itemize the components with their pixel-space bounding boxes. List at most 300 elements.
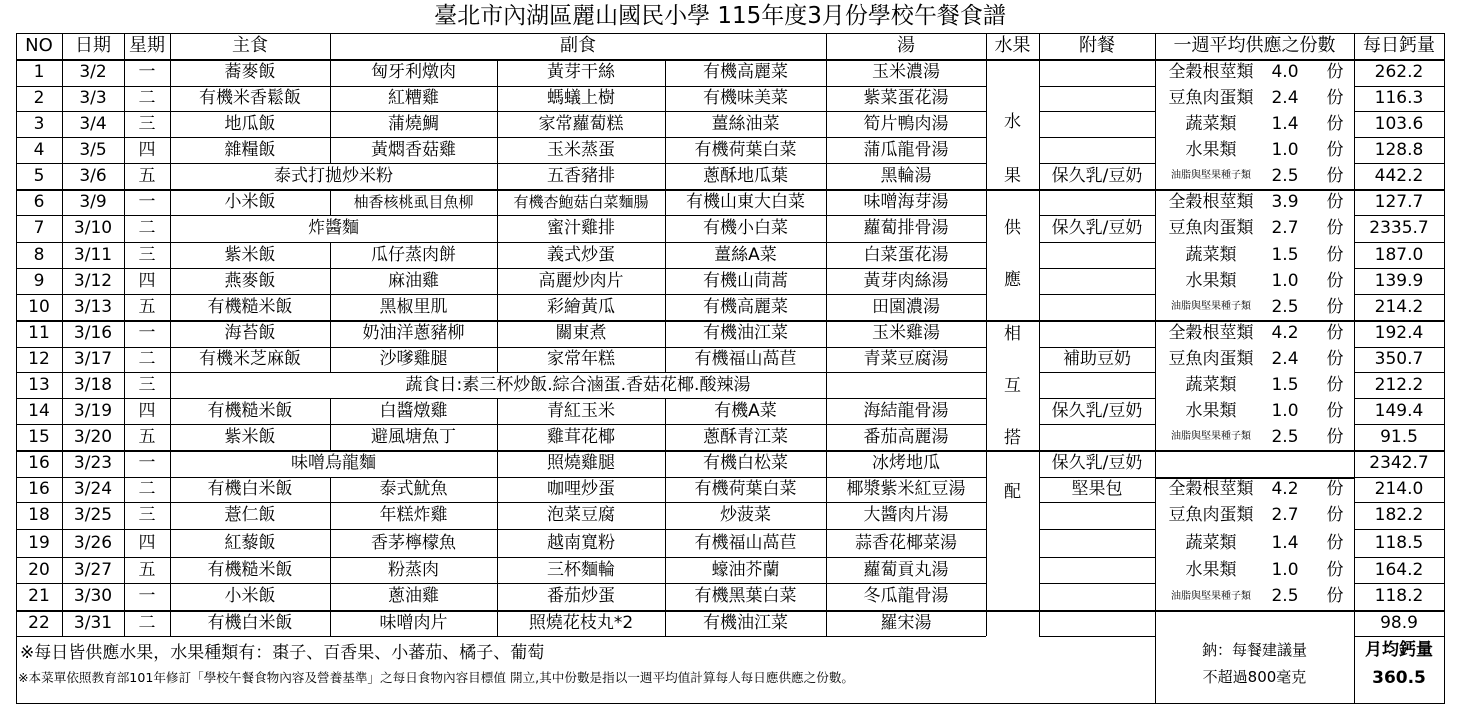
servings-category: 全穀根莖類 bbox=[1168, 191, 1254, 212]
grid-line-v bbox=[497, 583, 498, 610]
row-side-2: 家常蘿蔔糕 bbox=[538, 113, 624, 134]
grid-line-v bbox=[497, 242, 498, 268]
row-side-1: 麻油雞 bbox=[388, 270, 439, 291]
row-weekday: 五 bbox=[138, 559, 156, 580]
grid-line-v bbox=[665, 137, 666, 163]
row-main-dish: 薏仁飯 bbox=[224, 505, 276, 525]
grid-line-h bbox=[16, 477, 986, 478]
row-no: 15 bbox=[28, 426, 50, 447]
row-extra bbox=[1039, 610, 1155, 636]
row-soup: 冰烤地瓜 bbox=[872, 453, 940, 473]
grid-line-h bbox=[16, 59, 1444, 61]
row-main-dish: 有機糙米飯 bbox=[207, 296, 293, 317]
servings-value: 2.5 bbox=[1271, 165, 1299, 186]
grid-line-v bbox=[330, 398, 331, 424]
row-date: 3/3 bbox=[79, 88, 107, 108]
row-side-2: 彩繪黃瓜 bbox=[547, 296, 615, 317]
servings-unit: 份 bbox=[1326, 586, 1344, 606]
header-servings: 一週平均供應之份數 bbox=[1173, 35, 1336, 56]
grid-line-h bbox=[1039, 215, 1155, 216]
grid-line-v bbox=[330, 137, 331, 163]
servings-unit: 份 bbox=[1326, 374, 1344, 395]
grid-line-v bbox=[497, 86, 498, 111]
grid-line-h bbox=[1354, 294, 1444, 295]
grid-line-v bbox=[497, 450, 498, 477]
grid-line-h bbox=[1354, 111, 1444, 112]
row-main-dish: 蕎麥飯 bbox=[224, 62, 276, 82]
row-weekday: 二 bbox=[138, 88, 156, 108]
servings-category: 水果類 bbox=[1185, 559, 1237, 580]
row-extra: 保久乳/豆奶 bbox=[1051, 165, 1143, 186]
row-extra: 保久乳/豆奶 bbox=[1051, 453, 1143, 473]
row-calcium: 103.6 bbox=[1374, 113, 1424, 134]
row-side-2: 黃芽干絲 bbox=[547, 62, 615, 82]
row-soup: 蘿蔔貢丸湯 bbox=[863, 559, 949, 580]
grid-line-h bbox=[1354, 398, 1444, 399]
row-calcium: 2342.7 bbox=[1369, 453, 1429, 473]
row-no: 10 bbox=[28, 296, 50, 317]
header-weekday: 星期 bbox=[129, 35, 165, 56]
row-side-2: 義式炒蛋 bbox=[547, 244, 615, 265]
row-side-2: 關東煮 bbox=[555, 323, 607, 343]
row-calcium: 262.2 bbox=[1374, 62, 1424, 82]
servings-unit: 份 bbox=[1326, 244, 1344, 265]
servings-value: 1.0 bbox=[1271, 139, 1299, 160]
servings-unit: 份 bbox=[1326, 218, 1344, 238]
grid-line-h bbox=[1039, 163, 1155, 164]
row-date: 3/26 bbox=[73, 532, 113, 553]
grid-line-h bbox=[1354, 502, 1444, 503]
header-main: 主食 bbox=[232, 35, 268, 56]
row-weekday: 二 bbox=[138, 218, 156, 238]
grid-line-v bbox=[330, 86, 331, 111]
row-side-3: 有機油江菜 bbox=[703, 323, 788, 343]
servings-category: 豆魚肉蛋類 bbox=[1168, 349, 1254, 369]
row-extra bbox=[1039, 137, 1155, 163]
servings-value: 4.2 bbox=[1271, 323, 1299, 343]
grid-line-v bbox=[330, 347, 331, 372]
row-weekday: 三 bbox=[138, 113, 156, 134]
row-weekday: 三 bbox=[138, 244, 156, 265]
row-no: 20 bbox=[28, 559, 50, 580]
row-date: 3/20 bbox=[73, 426, 113, 447]
grid-line-v bbox=[330, 320, 331, 347]
row-date: 3/6 bbox=[79, 165, 107, 186]
header-fruit: 水果 bbox=[994, 35, 1031, 56]
grid-line-h bbox=[1354, 424, 1444, 425]
grid-line-v bbox=[665, 294, 666, 320]
servings-category: 蔬菜類 bbox=[1185, 374, 1237, 395]
row-side-3: 有機A菜 bbox=[714, 400, 777, 421]
grid-line-h bbox=[1039, 347, 1155, 348]
row-main-dish: 燕麥飯 bbox=[224, 270, 276, 291]
row-no: 13 bbox=[28, 374, 50, 395]
row-soup: 白菜蛋花湯 bbox=[863, 244, 949, 265]
servings-value: 2.5 bbox=[1271, 426, 1299, 447]
row-main-dish: 有機糙米飯 bbox=[207, 400, 293, 421]
fruit-note: ※每日皆供應水果，水果種類有：棗子、百香果、小蕃茄、橘子、葡萄 bbox=[20, 642, 545, 663]
grid-line-h bbox=[1354, 268, 1444, 269]
grid-line-h bbox=[16, 242, 986, 243]
row-weekday: 一 bbox=[138, 323, 156, 343]
row-no: 21 bbox=[28, 586, 50, 606]
servings-category: 蔬菜類 bbox=[1185, 532, 1237, 553]
row-main-dish: 地瓜飯 bbox=[224, 113, 276, 134]
row-side-2: 青紅玉米 bbox=[547, 400, 615, 421]
row-side-3: 有機高麗菜 bbox=[703, 296, 788, 317]
servings-category: 蔬菜類 bbox=[1185, 244, 1237, 265]
row-main-dish: 味噌烏龍麵 bbox=[291, 453, 376, 473]
grid-line-v bbox=[1444, 636, 1445, 704]
servings-value: 4.2 bbox=[1271, 479, 1299, 499]
grid-line-v bbox=[1039, 33, 1040, 636]
grid-line-h bbox=[16, 347, 986, 348]
row-weekday: 二 bbox=[138, 479, 156, 499]
row-calcium: 118.2 bbox=[1374, 586, 1424, 606]
row-extra bbox=[1039, 294, 1155, 320]
servings-value: 1.0 bbox=[1271, 400, 1299, 421]
grid-line-v bbox=[665, 398, 666, 424]
row-side-2: 越南寬粉 bbox=[547, 532, 615, 553]
grid-line-v bbox=[124, 33, 125, 636]
servings-category: 水果類 bbox=[1185, 270, 1237, 291]
row-side-3: 有機山東大白菜 bbox=[686, 191, 805, 212]
grid-line-v bbox=[497, 189, 498, 215]
row-weekday: 三 bbox=[138, 374, 156, 395]
row-side-2: 照燒雞腿 bbox=[547, 453, 615, 473]
grid-line-v bbox=[330, 268, 331, 294]
row-side-2: 照燒花枝丸*2 bbox=[528, 612, 634, 633]
grid-line-v bbox=[665, 450, 666, 477]
grid-line-h bbox=[1039, 424, 1155, 425]
servings-value: 1.0 bbox=[1271, 270, 1299, 291]
row-no: 12 bbox=[28, 349, 50, 369]
row-soup: 蒜香花椰菜湯 bbox=[855, 532, 957, 553]
row-side-3: 有機高麗菜 bbox=[703, 62, 788, 82]
grid-line-h bbox=[16, 398, 986, 399]
row-side-3: 薑絲A菜 bbox=[714, 244, 777, 265]
row-calcium: 212.2 bbox=[1374, 374, 1424, 395]
row-date: 3/19 bbox=[73, 400, 113, 421]
row-calcium: 127.7 bbox=[1374, 191, 1424, 212]
grid-line-h bbox=[1354, 163, 1444, 164]
row-calcium: 214.2 bbox=[1374, 296, 1424, 317]
grid-line-h bbox=[1039, 502, 1155, 503]
grid-line-h bbox=[1039, 242, 1155, 243]
grid-line-h bbox=[1155, 477, 1354, 479]
row-date: 3/30 bbox=[73, 586, 113, 606]
servings-value: 1.4 bbox=[1271, 532, 1299, 553]
servings-category: 蔬菜類 bbox=[1185, 113, 1237, 134]
grid-line-v bbox=[330, 502, 331, 529]
row-side-1: 瓜仔蒸肉餅 bbox=[371, 244, 456, 265]
servings-category: 全穀根莖類 bbox=[1168, 323, 1254, 343]
servings-unit: 份 bbox=[1326, 113, 1344, 134]
row-no: 16 bbox=[28, 479, 50, 499]
grid-line-v bbox=[1354, 33, 1355, 636]
row-date: 3/23 bbox=[73, 453, 113, 473]
row-weekday: 四 bbox=[138, 270, 156, 291]
grid-line-v bbox=[665, 424, 666, 450]
monthly-calcium-value: 360.5 bbox=[1372, 667, 1426, 688]
servings-value: 2.4 bbox=[1271, 88, 1299, 108]
servings-unit: 份 bbox=[1326, 139, 1344, 160]
row-soup: 紫菜蛋花湯 bbox=[863, 88, 949, 108]
grid-line-v bbox=[497, 477, 498, 502]
row-soup: 大醬肉片湯 bbox=[863, 505, 949, 525]
row-no: 18 bbox=[28, 505, 50, 525]
grid-line-h bbox=[1039, 86, 1155, 87]
row-weekday: 一 bbox=[138, 586, 156, 606]
grid-line-v bbox=[497, 529, 498, 557]
row-side-2: 雞茸花椰 bbox=[547, 426, 615, 447]
page-title: 臺北市內湖區麗山國民小學 115年度3月份學校午餐食譜 bbox=[434, 3, 1006, 29]
row-side-3: 有機小白菜 bbox=[703, 218, 788, 238]
grid-line-h bbox=[1354, 557, 1444, 558]
row-date: 3/13 bbox=[73, 296, 113, 317]
row-side-3: 有機味美菜 bbox=[703, 88, 788, 108]
row-side-2: 番茄炒蛋 bbox=[547, 586, 615, 606]
row-extra bbox=[1039, 111, 1155, 137]
row-weekday: 一 bbox=[138, 453, 156, 473]
grid-line-v bbox=[826, 33, 827, 636]
row-date: 3/31 bbox=[73, 612, 113, 633]
grid-line-h bbox=[1039, 557, 1155, 558]
row-calcium: 149.4 bbox=[1374, 400, 1424, 421]
row-no: 2 bbox=[33, 88, 45, 108]
header-calcium: 每日鈣量 bbox=[1363, 35, 1435, 56]
row-extra bbox=[1039, 268, 1155, 294]
row-side-3: 有機黑葉白菜 bbox=[694, 586, 797, 606]
row-extra: 補助豆奶 bbox=[1063, 349, 1131, 369]
grid-line-v bbox=[665, 215, 666, 242]
grid-line-h bbox=[16, 502, 986, 503]
row-calcium: 116.3 bbox=[1374, 88, 1424, 108]
servings-value: 2.5 bbox=[1271, 296, 1299, 317]
grid-line-h bbox=[16, 268, 986, 269]
row-side-2: 蜜汁雞排 bbox=[547, 218, 615, 238]
row-side-1: 粉蒸肉 bbox=[388, 559, 439, 580]
servings-unit: 份 bbox=[1326, 323, 1344, 343]
header-soup: 湯 bbox=[897, 35, 915, 56]
servings-category: 全穀根莖類 bbox=[1168, 479, 1254, 499]
servings-category: 油脂與堅果種子類 bbox=[1171, 431, 1251, 442]
row-main-dish: 有機白米飯 bbox=[207, 612, 293, 633]
grid-line-h bbox=[1354, 86, 1444, 87]
fruit-column-char: 應 bbox=[1004, 269, 1021, 290]
servings-value: 2.4 bbox=[1271, 349, 1299, 369]
row-extra bbox=[1039, 372, 1155, 398]
grid-line-v bbox=[497, 424, 498, 450]
row-side-1: 沙嗲雞腿 bbox=[379, 349, 448, 369]
row-no: 14 bbox=[28, 400, 50, 421]
row-calcium: 350.7 bbox=[1374, 349, 1424, 369]
row-side-3: 有機荷葉白菜 bbox=[694, 479, 797, 499]
row-side-1: 蔥油雞 bbox=[388, 586, 439, 606]
row-date: 3/24 bbox=[73, 479, 113, 499]
row-main-dish: 小米飯 bbox=[224, 586, 276, 606]
row-side-3: 有機白松菜 bbox=[703, 453, 788, 473]
grid-line-h bbox=[1039, 583, 1155, 584]
grid-line-h bbox=[1039, 268, 1155, 269]
fruit-column-char: 供 bbox=[1004, 217, 1021, 238]
row-side-1: 奶油洋蔥豬柳 bbox=[362, 323, 465, 343]
row-soup: 玉米雞湯 bbox=[872, 323, 940, 343]
row-extra bbox=[1039, 583, 1155, 610]
fruit-column-char: 相 bbox=[1004, 323, 1021, 344]
row-soup: 蘿蔔排骨湯 bbox=[863, 218, 949, 238]
row-no: 22 bbox=[28, 612, 50, 633]
row-soup: 田園濃湯 bbox=[872, 296, 940, 317]
grid-line-h bbox=[1039, 477, 1155, 478]
row-calcium: 139.9 bbox=[1374, 270, 1424, 291]
row-extra bbox=[1039, 557, 1155, 583]
row-side-2: 咖哩炒蛋 bbox=[547, 479, 615, 499]
grid-line-v bbox=[665, 189, 666, 215]
row-soup: 青菜豆腐湯 bbox=[863, 349, 949, 369]
row-side-1: 匈牙利燉肉 bbox=[371, 62, 456, 82]
grid-line-h bbox=[1354, 347, 1444, 348]
row-date: 3/18 bbox=[73, 374, 113, 395]
row-side-2: 三杯麵輪 bbox=[547, 559, 615, 580]
row-date: 3/10 bbox=[73, 218, 113, 238]
fruit-column-char: 搭 bbox=[1004, 427, 1021, 448]
row-main-dish: 泰式打拋炒米粉 bbox=[274, 165, 393, 186]
grid-line-h bbox=[1155, 610, 1354, 612]
row-side-3: 有機福山萵苣 bbox=[694, 349, 797, 369]
grid-line-v bbox=[497, 320, 498, 347]
row-calcium: 192.4 bbox=[1374, 323, 1424, 343]
header-extra: 附餐 bbox=[1079, 35, 1115, 56]
row-side-2: 螞蟻上樹 bbox=[547, 88, 615, 108]
servings-value: 3.9 bbox=[1271, 191, 1299, 212]
grid-line-v bbox=[497, 111, 498, 137]
servings-unit: 份 bbox=[1326, 88, 1344, 108]
fruit-column-char: 互 bbox=[1004, 375, 1021, 396]
grid-line-h bbox=[1354, 215, 1444, 216]
grid-line-h bbox=[1039, 398, 1155, 399]
grid-line-v bbox=[16, 636, 17, 704]
row-side-3: 薑絲油菜 bbox=[711, 113, 780, 134]
row-calcium: 164.2 bbox=[1374, 559, 1424, 580]
grid-line-h bbox=[1039, 529, 1155, 530]
grid-line-v bbox=[665, 583, 666, 610]
grid-line-h bbox=[16, 294, 986, 295]
servings-category: 水果類 bbox=[1185, 400, 1237, 421]
row-soup: 椰漿紫米紅豆湯 bbox=[846, 479, 966, 499]
row-side-1: 香茅檸檬魚 bbox=[371, 532, 456, 553]
row-side-3: 蠔油芥蘭 bbox=[711, 559, 780, 580]
row-weekday: 一 bbox=[138, 191, 156, 212]
row-main-dish: 小米飯 bbox=[224, 191, 276, 212]
grid-line-h bbox=[1354, 242, 1444, 243]
servings-category: 油脂與堅果種子類 bbox=[1171, 590, 1251, 602]
row-side-3: 炒菠菜 bbox=[720, 505, 771, 525]
row-weekday: 五 bbox=[138, 426, 156, 447]
row-no: 6 bbox=[33, 191, 45, 212]
row-side-2: 五香豬排 bbox=[547, 165, 615, 186]
row-extra bbox=[1039, 320, 1155, 347]
servings-unit: 份 bbox=[1326, 270, 1344, 291]
row-side-1: 年糕炸雞 bbox=[379, 505, 448, 525]
grid-line-v bbox=[497, 347, 498, 372]
row-no: 11 bbox=[28, 323, 50, 343]
grid-line-v bbox=[330, 294, 331, 320]
row-vegetarian-day: 蔬食日:素三杯炒飯.綜合滷蛋.香菇花椰.酸辣湯 bbox=[405, 374, 751, 395]
row-soup: 羅宋湯 bbox=[880, 612, 932, 633]
grid-line-v bbox=[330, 33, 331, 59]
grid-line-h bbox=[1354, 137, 1444, 138]
row-main-dish: 海苔飯 bbox=[224, 323, 276, 343]
row-extra bbox=[1039, 189, 1155, 215]
servings-unit: 份 bbox=[1326, 165, 1344, 186]
servings-value: 4.0 bbox=[1271, 62, 1299, 82]
grid-line-v bbox=[665, 529, 666, 557]
servings-category: 豆魚肉蛋類 bbox=[1168, 218, 1254, 238]
grid-line-h bbox=[1039, 111, 1155, 112]
row-extra bbox=[1039, 242, 1155, 268]
grid-line-v bbox=[497, 294, 498, 320]
row-extra bbox=[1039, 59, 1155, 86]
row-side-1: 紅糟雞 bbox=[388, 88, 439, 108]
row-no: 16 bbox=[28, 453, 50, 473]
sodium-label: 鈉：每餐建議量 bbox=[1201, 641, 1307, 659]
row-side-1: 白醬燉雞 bbox=[379, 400, 448, 421]
row-weekday: 二 bbox=[138, 349, 156, 369]
grid-line-v bbox=[330, 529, 331, 557]
servings-category: 全穀根莖類 bbox=[1168, 62, 1254, 82]
row-extra bbox=[1039, 529, 1155, 557]
grid-line-h bbox=[1039, 294, 1155, 295]
servings-value: 2.7 bbox=[1271, 505, 1299, 525]
row-calcium: 118.5 bbox=[1374, 532, 1424, 553]
servings-unit: 份 bbox=[1326, 62, 1344, 82]
servings-category: 豆魚肉蛋類 bbox=[1168, 505, 1254, 525]
grid-line-v bbox=[665, 111, 666, 137]
grid-line-h bbox=[1354, 529, 1444, 530]
servings-unit: 份 bbox=[1326, 532, 1344, 553]
grid-line-h bbox=[1354, 583, 1444, 584]
row-side-1: 味噌肉片 bbox=[379, 612, 448, 633]
grid-line-v bbox=[170, 33, 171, 636]
grid-line-v bbox=[497, 215, 498, 242]
grid-line-v bbox=[330, 477, 331, 502]
grid-line-h bbox=[16, 86, 986, 87]
row-no: 19 bbox=[28, 532, 50, 553]
servings-value: 1.5 bbox=[1271, 374, 1299, 395]
row-side-1: 避風塘魚丁 bbox=[371, 426, 456, 447]
grid-line-v bbox=[330, 557, 331, 583]
row-side-2: 玉米蒸蛋 bbox=[547, 139, 615, 160]
grid-line-v bbox=[497, 398, 498, 424]
servings-category: 水果類 bbox=[1185, 139, 1237, 160]
grid-line-v bbox=[330, 583, 331, 610]
servings-value: 2.5 bbox=[1271, 586, 1299, 606]
servings-unit: 份 bbox=[1326, 479, 1344, 499]
sodium-value: 不超過800毫克 bbox=[1202, 667, 1307, 686]
row-side-1: 柚香核桃虱目魚柳 bbox=[353, 192, 474, 211]
grid-line-h bbox=[16, 33, 1444, 34]
servings-unit: 份 bbox=[1326, 400, 1344, 421]
row-no: 5 bbox=[33, 165, 45, 186]
grid-line-v bbox=[665, 86, 666, 111]
row-soup: 味噌海芽湯 bbox=[863, 191, 949, 212]
row-date: 3/12 bbox=[73, 270, 113, 291]
servings-unit: 份 bbox=[1326, 349, 1344, 369]
row-main-dish: 有機白米飯 bbox=[207, 479, 293, 499]
row-side-3: 蔥酥地瓜葉 bbox=[703, 165, 788, 186]
row-calcium: 128.8 bbox=[1374, 139, 1424, 160]
